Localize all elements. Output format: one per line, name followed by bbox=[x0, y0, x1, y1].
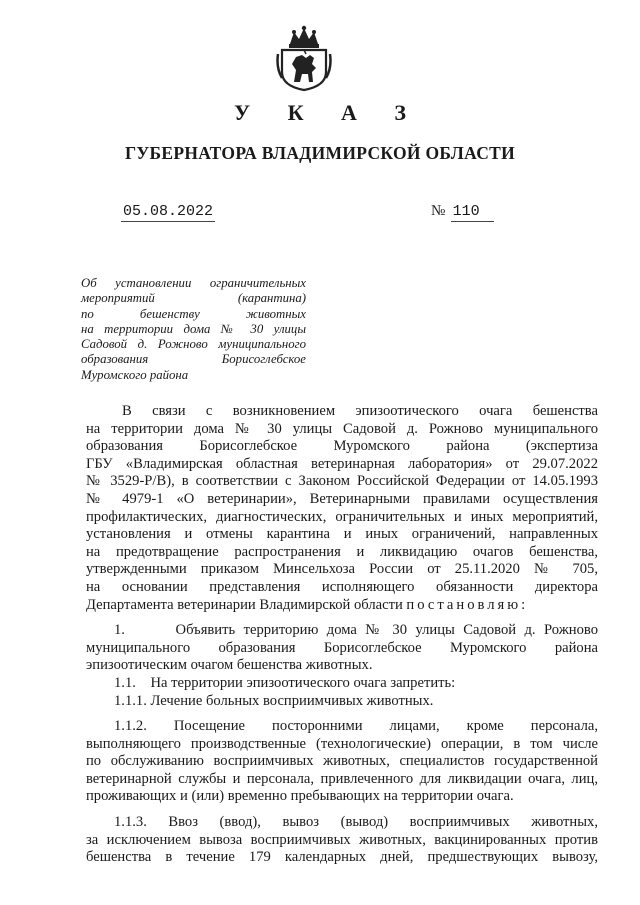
subject-line: на территории дома № 30 улицы bbox=[81, 321, 306, 336]
body-line: ГБУ «Владимирская областная ветеринарная лаборатория» от 29.07.2022 bbox=[86, 455, 598, 472]
subject-line: по бешенству животных bbox=[81, 306, 306, 321]
body-line: № 4979-1 «О ветеринарии», Ветеринарными правилами осуществления bbox=[86, 490, 598, 507]
item-1-1-2-line: ветеринарной службы и персонала, привлеченного для ликвидации очага, лиц, bbox=[86, 770, 598, 787]
decree-number bbox=[431, 203, 494, 220]
decree-subject bbox=[81, 276, 306, 383]
decree-body bbox=[86, 403, 598, 867]
item-1-1-2-line: проживающих и (или) временно пребывающих на территории очага. bbox=[86, 788, 514, 805]
decree-date: 05.08.2022 bbox=[123, 203, 214, 220]
item-1-line: муниципального образования Борисоглебское Муромского района bbox=[86, 639, 598, 656]
item-1-line: эпизоотическим очагом бешенства животных. bbox=[86, 657, 373, 674]
item-1-1-2-line: по обслуживанию восприимчивых животных, специалистов государственной bbox=[86, 753, 598, 770]
body-line: на территории дома № 30 улицы Садовой д. Рожново муниципального bbox=[86, 420, 598, 437]
body-line: № 3529-Р/В), в соответствии с Законом Российской Федерации от 14.05.1993 bbox=[86, 473, 598, 490]
body-line: В связи с возникновением эпизоотического очага бешенства bbox=[122, 403, 598, 419]
number-value: 110 bbox=[451, 203, 494, 222]
body-line: профилактических, диагностических, ограничительных и иных мероприятий, bbox=[86, 508, 598, 525]
subject-line: Об установлении ограничительных bbox=[81, 276, 306, 290]
vladimir-region-coat-of-arms-icon bbox=[276, 24, 332, 92]
document-title: У К А З bbox=[233, 100, 423, 125]
item-1-1-3-line: бешенства в течение 179 календарных дней, предшествующих вывозу, bbox=[86, 849, 598, 866]
body-line: утвержденными приказом Минсельхоза России от 25.11.2020 № 705, bbox=[86, 561, 598, 578]
subject-line: Садовой д. Рожново муниципального bbox=[81, 337, 306, 352]
item-1-1-2-line: выполняющего производственные (технологические) операции, в том числе bbox=[86, 735, 598, 752]
item-1-1-1: 1.1.1. Лечение больных восприимчивых животных. bbox=[114, 692, 434, 709]
decree-word: постановляю: bbox=[406, 596, 529, 613]
item-1-1-3-line: 1.1.3. Ввоз (ввод), вывоз (вывод) восприимчивых животных, bbox=[114, 814, 598, 831]
subject-line: образования Борисоглебское bbox=[81, 352, 306, 367]
item-1-1: 1.1. На территории эпизоотического очага запретить: bbox=[114, 674, 456, 691]
item-1-line: 1. Объявить территорию дома № 30 улицы Садовой д. Рожново bbox=[114, 622, 598, 639]
intro-last-text: Департамента ветеринарии Владимирской области bbox=[86, 596, 407, 613]
body-line: на основании представления исполняющего обязанности директора bbox=[86, 578, 598, 595]
subject-line: мероприятий (карантина) bbox=[81, 291, 306, 306]
item-1-1-3-line: за исключением вывоза восприимчивых животных, вакцинированных против bbox=[86, 831, 598, 848]
number-sign: № bbox=[431, 203, 445, 219]
item-1-1-2-line: 1.1.2. Посещение посторонними лицами, кроме персонала, bbox=[114, 718, 598, 735]
body-line-decree bbox=[86, 597, 598, 615]
body-line: на предотвращение распространения и ликвидацию очагов бешенства, bbox=[86, 543, 598, 560]
document-subtitle: ГУБЕРНАТОРА ВЛАДИМИРСКОЙ ОБЛАСТИ bbox=[124, 143, 516, 163]
subject-line: Муромского района bbox=[81, 367, 189, 382]
body-line: образования Борисоглебское Муромского района (экспертиза bbox=[86, 438, 598, 455]
body-line: установления и отмены карантина и иных ограничений, направленных bbox=[86, 526, 598, 543]
